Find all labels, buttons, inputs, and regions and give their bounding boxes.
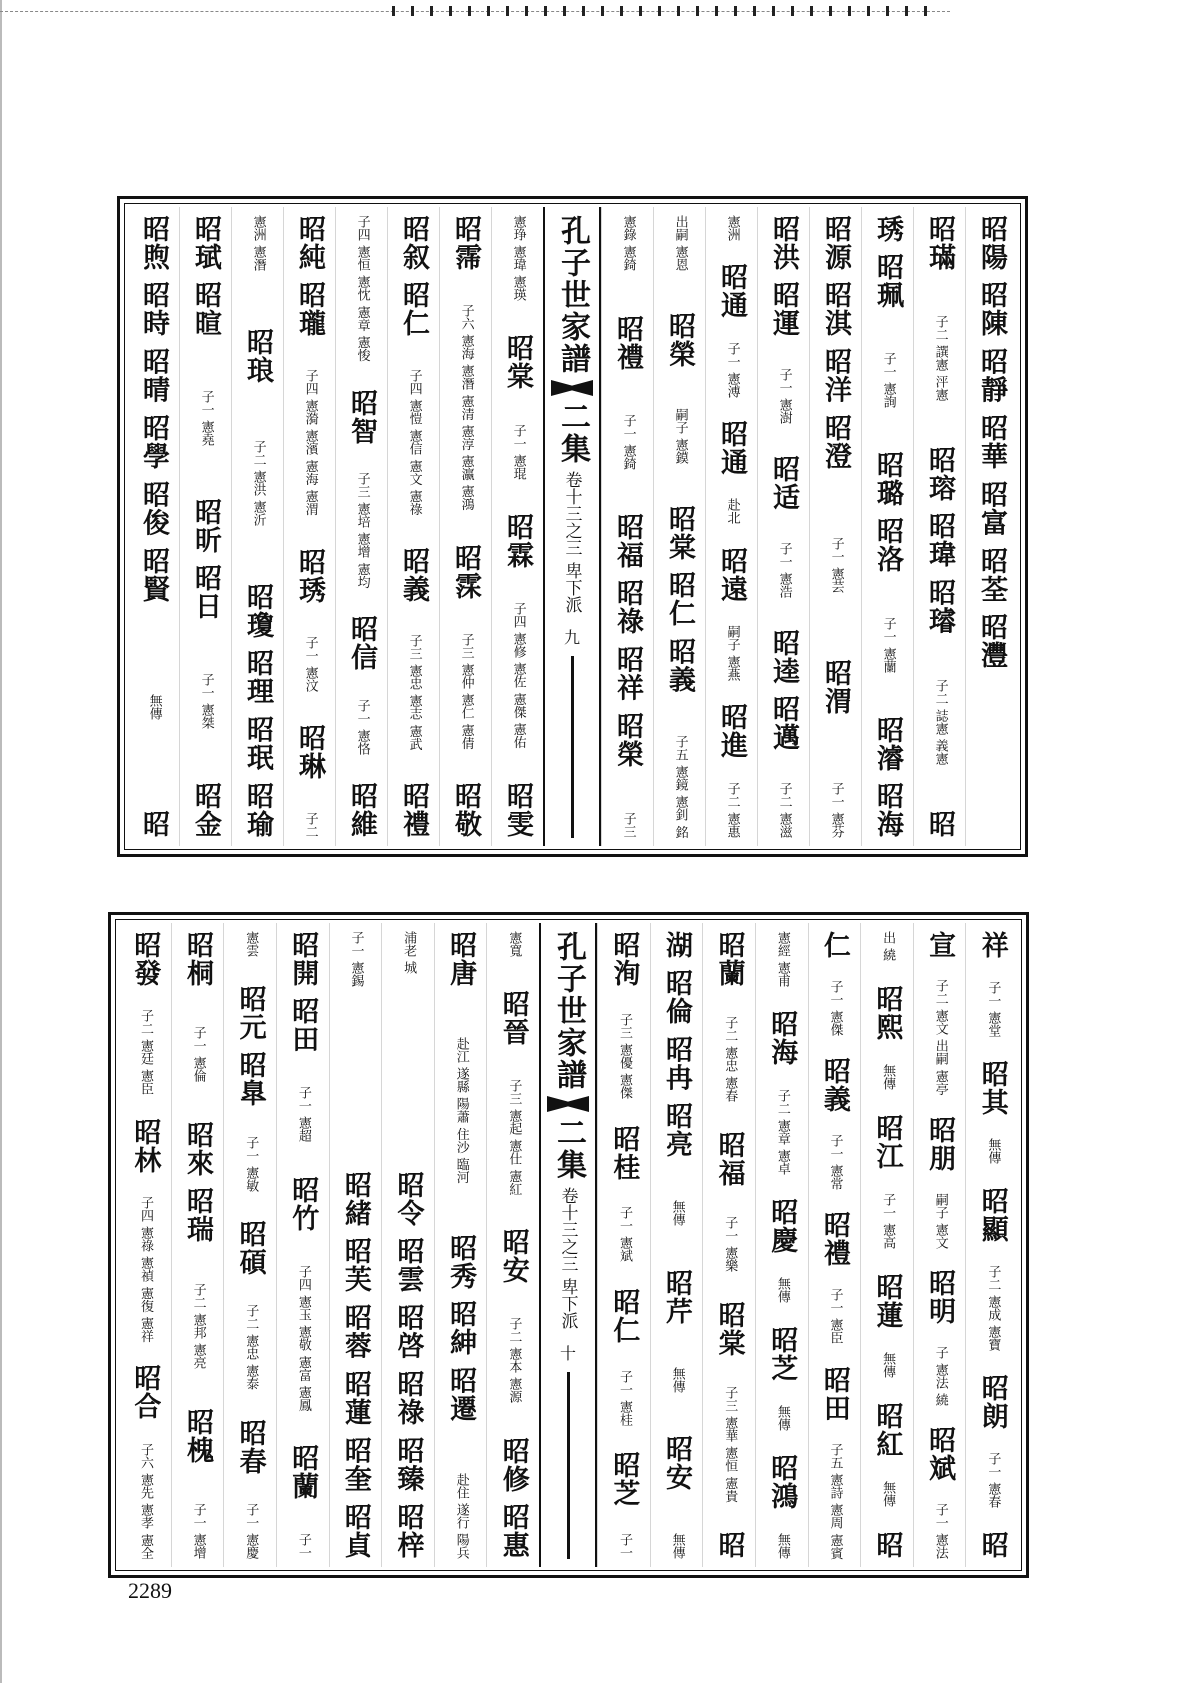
- annotation: 子四 憲修 憲佐 憲傑 憲佑: [510, 602, 526, 749]
- annotation: 憲雲: [243, 931, 259, 957]
- person-names: 昭通: [716, 420, 748, 477]
- person-names: 昭義: [818, 1057, 850, 1114]
- person-names: 昭霂: [450, 543, 482, 600]
- person-names: 昭霈: [450, 215, 482, 271]
- person-names: 昭紅: [871, 1401, 903, 1458]
- genealogy-column: [223, 923, 276, 1567]
- annotation: 無傳: [146, 693, 162, 720]
- annotation: 嗣子 憲鏌: [672, 408, 688, 465]
- annotation: 子一 憲樂: [722, 1215, 738, 1272]
- person-names: 昭純 昭瓏: [294, 215, 326, 338]
- annotation: 子 憲法 繞: [932, 1345, 948, 1406]
- person-names: 昭緒 昭芙 昭蓉 昭蓮 昭奎 昭貞: [339, 1171, 371, 1559]
- annotation: 子三 憲華 憲恒 憲貴: [722, 1385, 738, 1503]
- person-names: 昭令 昭雲 昭啓 昭祿 昭臻 昭梓: [392, 1171, 424, 1559]
- annotation: 子一 憲臣: [827, 1288, 843, 1345]
- annotation: 子二 憲滋: [776, 781, 792, 838]
- person-names: 昭蘭: [713, 931, 745, 987]
- annotation: 浦老 城: [401, 931, 417, 975]
- person-names: 祥: [976, 931, 1008, 959]
- annotation: 子一 憲浩: [776, 541, 792, 598]
- centre-rule: [571, 656, 574, 838]
- person-names: 昭琅: [242, 327, 274, 384]
- person-names: 琇 昭珮: [872, 215, 904, 310]
- person-names: 昭琳: [294, 724, 326, 781]
- annotation: 子二 憲廷 憲臣: [137, 1009, 153, 1096]
- annotation: 無傳: [669, 1532, 685, 1559]
- annotation: 子一 憲敏: [243, 1135, 259, 1192]
- annotation: 子四 憲祿 憲禎 憲復 憲祥: [137, 1195, 153, 1343]
- genealogy-column: [119, 923, 171, 1567]
- person-names: 昭進: [716, 703, 748, 760]
- person-names: 昭合: [129, 1364, 161, 1421]
- person-names: 昭琇: [294, 547, 326, 604]
- person-names: 昭珷 昭暄: [190, 215, 222, 338]
- scan-top-marks: [392, 6, 942, 16]
- book-title: 孔子世家譜: [551, 931, 586, 1091]
- annotation: 赴江 遂縣 陽蕭 住沙 臨河: [453, 1037, 469, 1184]
- person-names: 昭發: [129, 931, 161, 987]
- annotation: 子二: [302, 812, 318, 838]
- person-names: 昭安: [497, 1228, 529, 1285]
- person-names: 昭田: [818, 1365, 850, 1422]
- annotation: 子一 憲溥: [724, 341, 740, 398]
- annotation: 子一 憲法: [932, 1502, 948, 1559]
- annotation: 子一 憲蘭: [880, 616, 896, 673]
- person-names: 昭開 昭田: [287, 931, 319, 1054]
- genealogy-column: [965, 923, 1018, 1567]
- person-names: 昭槐: [181, 1407, 213, 1464]
- book-title: 孔子世家譜: [555, 215, 590, 375]
- person-names: 昭陽 昭陳 昭靜 昭華 昭富 昭荃 昭灃: [976, 215, 1008, 670]
- person-names: 昭林: [129, 1117, 161, 1174]
- person-names: 昭: [871, 1530, 903, 1559]
- genealogy-column: [913, 207, 965, 846]
- genealogy-column: [601, 207, 653, 846]
- person-names: 昭芝: [766, 1326, 798, 1383]
- annotation: 無傳: [880, 1064, 896, 1091]
- annotation: 子一 憲錡: [620, 413, 636, 471]
- annotation: 出 繞: [880, 931, 896, 962]
- annotation: 憲琤 憲瑋 憲瑛: [510, 215, 526, 302]
- genealogy-column: [653, 207, 705, 846]
- person-names: 仁: [818, 931, 850, 959]
- person-names: 昭信: [346, 615, 378, 672]
- annotation: 無傳: [880, 1481, 896, 1508]
- annotation: 子一 憲詢: [880, 352, 896, 409]
- annotation: 子三 憲仲 憲仁 憲倩: [458, 632, 474, 750]
- genealogy-column: [913, 923, 966, 1567]
- person-names: 昭禮: [398, 781, 430, 838]
- annotation: 赴住 遂行 陽兵: [453, 1472, 469, 1559]
- person-names: 昭昕 昭日: [190, 498, 222, 621]
- person-names: 昭芹: [660, 1268, 692, 1325]
- annotation: 子二 譔憲 泙憲: [932, 315, 948, 402]
- centre-title-column: [543, 207, 601, 846]
- annotation: 子一 憲高: [880, 1193, 896, 1250]
- genealogy-column: [702, 923, 755, 1567]
- annotation: 嗣子 憲燕: [724, 625, 740, 682]
- person-names: 昭安: [660, 1434, 692, 1491]
- person-names: 昭榮: [664, 311, 696, 368]
- genealogy-column: [128, 207, 179, 846]
- person-names: 昭禮: [612, 314, 644, 371]
- person-names: 昭霖: [502, 513, 534, 570]
- annotation: 憲錄 憲錡: [620, 215, 636, 272]
- annotation: 子二 憲邦 憲亮: [190, 1282, 206, 1369]
- annotation: 子一 憲傑: [827, 980, 843, 1037]
- genealogy-column: [861, 207, 913, 846]
- genealogy-column: [486, 923, 539, 1567]
- person-names: 宣: [924, 931, 956, 959]
- genealogy-column: [434, 923, 487, 1567]
- annotation: 憲經 憲甫: [774, 931, 790, 988]
- person-names: 昭桐: [181, 931, 213, 987]
- person-names: 昭仁: [608, 1287, 640, 1344]
- person-names: 昭福 昭祿 昭祥 昭榮: [612, 513, 644, 769]
- genealogy-column: [381, 923, 434, 1567]
- annotation: 子一 憲增: [190, 1502, 206, 1559]
- person-names: 昭: [713, 1530, 745, 1559]
- annotation: 憲洲: [724, 215, 740, 241]
- genealogy-column: [757, 207, 809, 846]
- annotation: 子一 憲春: [985, 1452, 1001, 1509]
- columns: [119, 923, 1018, 1567]
- genealogy-column: [231, 207, 283, 846]
- annotation: 憲洲 憲潛: [250, 215, 266, 272]
- person-names: 昭瑢 昭瑋 昭璿: [924, 446, 956, 635]
- person-names: 昭叙 昭仁: [398, 215, 430, 338]
- fishtail-ornament: [547, 1096, 589, 1112]
- person-names: 昭: [138, 810, 170, 838]
- genealogy-column: [276, 923, 329, 1567]
- person-names: 昭明: [924, 1269, 956, 1326]
- annotation: 子一: [295, 1533, 311, 1559]
- genealogy-column: [491, 207, 543, 846]
- person-names: 昭修 昭惠: [497, 1436, 529, 1559]
- person-names: 昭芝: [608, 1451, 640, 1508]
- annotation: 子四 憲愷 憲信 憲文 憲祿: [406, 368, 422, 516]
- annotation: 無傳: [774, 1405, 790, 1432]
- annotation: 子二 憲章 憲卓: [774, 1089, 790, 1176]
- person-names: 昭通: [716, 263, 748, 320]
- person-names: 昭璐 昭洛: [872, 451, 904, 574]
- annotation: 子六 憲海 憲潛 憲清 憲淳 憲瀛 憲鴻: [458, 303, 474, 511]
- annotation: 子一 憲琨: [510, 423, 526, 480]
- person-names: 昭遠: [716, 546, 748, 603]
- person-names: 昭金: [190, 781, 222, 838]
- person-names: 昭晉: [497, 989, 529, 1046]
- person-names: 昭适: [768, 455, 800, 512]
- annotation: 子四 憲玉 憲敬 憲富 憲鳳: [295, 1264, 311, 1412]
- person-names: 昭朗: [976, 1373, 1008, 1430]
- annotation: 子一 憲芬: [828, 781, 844, 838]
- person-names: 昭: [976, 1530, 1008, 1559]
- genealogy-column: [597, 923, 650, 1567]
- person-names: 昭洵: [608, 931, 640, 987]
- volume-label: 卷十三之三: [557, 1187, 578, 1272]
- annotation: 憲寬: [506, 931, 522, 957]
- person-names: 昭煦 昭時 昭晴 昭學 昭俊 昭賢: [138, 215, 170, 603]
- annotation: 子二 憲惠: [724, 781, 740, 838]
- person-names: 昭雯: [502, 781, 534, 838]
- annotation: 子一 憲錫: [348, 931, 364, 988]
- person-names: 昭維: [346, 781, 378, 838]
- annotation: 子一 憲澍: [776, 368, 792, 425]
- leaf-number: 九: [563, 628, 580, 647]
- person-names: 昭棠: [713, 1300, 745, 1357]
- genealogy-column: [705, 207, 757, 846]
- annotation: 子二 憲成 憲寶: [985, 1265, 1001, 1352]
- person-names: 昭斌: [924, 1426, 956, 1483]
- branch-label: 卑下派: [557, 1278, 578, 1329]
- annotation: 子五 憲鏡 憲釗 銘: [672, 734, 688, 838]
- annotation: 子二 憲洪 憲沂: [250, 440, 266, 527]
- annotation: 子二 憲本 憲源: [506, 1317, 522, 1404]
- annotation: 出嗣 憲恩: [672, 215, 688, 272]
- genealogy-column: [755, 923, 808, 1567]
- annotation: 子一 憲斌: [616, 1206, 632, 1263]
- person-names: 昭義: [398, 546, 430, 603]
- person-names: 昭秀 昭紳 昭遷: [445, 1233, 477, 1423]
- genealogy-column: [179, 207, 231, 846]
- person-names: 昭竹: [287, 1175, 319, 1232]
- annotation: 子三 憲培 憲增 憲均: [354, 471, 370, 589]
- genealogy-column: [809, 207, 861, 846]
- centre-rule: [567, 1372, 570, 1559]
- genealogy-column: [329, 923, 382, 1567]
- fishtail-ornament: [551, 380, 593, 396]
- annotation: 子一 憲慶: [243, 1502, 259, 1559]
- annotation: 子一 憲堯: [198, 389, 214, 447]
- series-label: 二集: [551, 1117, 586, 1181]
- centre-title-column: [539, 923, 597, 1567]
- columns: [128, 207, 1017, 846]
- annotation: 子五 憲詩 憲周 憲賓: [827, 1442, 843, 1559]
- genealogy-column: [650, 923, 703, 1567]
- person-names: 昭桂: [608, 1124, 640, 1181]
- series-label: 二集: [555, 401, 590, 465]
- person-names: 昭蓮: [871, 1272, 903, 1329]
- genealogy-column: [335, 207, 387, 846]
- person-names: 昭棠 昭仁 昭義: [664, 505, 696, 694]
- person-names: 昭: [924, 809, 956, 838]
- genealogy-column: [171, 923, 224, 1567]
- person-names: 昭棠: [502, 334, 534, 391]
- person-names: 昭源 昭淇 昭洋 昭澄: [820, 215, 852, 471]
- annotation: 子一 憲常: [827, 1134, 843, 1191]
- annotation: 無傳: [880, 1352, 896, 1379]
- annotation: 子二 誌憲 義憲: [932, 679, 948, 766]
- genealogy-column: [808, 923, 861, 1567]
- annotation: 子三: [620, 811, 636, 838]
- person-names: 昭洪 昭運: [768, 215, 800, 338]
- book-page-number: 2289: [128, 1578, 172, 1603]
- person-names: 昭蘭: [287, 1444, 319, 1501]
- annotation: 子四 憲漪 憲濱 憲海 憲渭: [302, 369, 318, 516]
- genealogy-column: [283, 207, 335, 846]
- annotation: 子三 憲起 憲仕 憲紅: [506, 1078, 522, 1196]
- annotation: 子三 憲優 憲傑: [616, 1012, 632, 1099]
- person-names: 昭瓊 昭理 昭珉 昭瑜: [242, 582, 274, 838]
- volume-label: 卷十三之三: [561, 471, 582, 556]
- annotation: 無傳: [774, 1277, 790, 1304]
- leaf-number: 十: [559, 1344, 576, 1363]
- annotation: 子一 憲桀: [198, 673, 214, 730]
- annotation: 子一 憲芸: [828, 536, 844, 593]
- person-names: 昭福: [713, 1130, 745, 1187]
- annotation: 子一 憲倫: [190, 1026, 206, 1083]
- person-names: 昭逵 昭邁: [768, 628, 800, 752]
- person-names: 昭顯: [976, 1186, 1008, 1243]
- genealogy-column: [965, 207, 1017, 846]
- person-names: 昭江: [871, 1113, 903, 1170]
- genealogy-page-top: [117, 196, 1028, 857]
- annotation: 子二 憲文 出嗣 憲亭: [932, 979, 948, 1096]
- annotation: 無傳: [985, 1138, 1001, 1165]
- person-names: 昭敬: [450, 781, 482, 838]
- annotation: 無傳: [669, 1200, 685, 1227]
- annotation: 子四 憲恒 憲忱 憲章 憲悛: [354, 215, 370, 362]
- annotation: 子一 憲超: [295, 1086, 311, 1143]
- person-names: 昭唐: [445, 931, 477, 987]
- annotation: 子二 憲忠 憲泰: [243, 1304, 259, 1391]
- annotation: 子一 憲桂: [616, 1369, 632, 1426]
- person-names: 昭碩: [234, 1220, 266, 1277]
- annotation: 子一: [616, 1532, 632, 1559]
- person-names: 昭海: [766, 1010, 798, 1067]
- genealogy-column: [387, 207, 439, 846]
- genealogy-column: [439, 207, 491, 846]
- person-names: 昭濬 昭海: [872, 715, 904, 838]
- annotation: 無傳: [774, 1532, 790, 1559]
- person-names: 昭元 昭臯: [234, 985, 266, 1108]
- annotation: 子一 憲汶: [302, 635, 318, 693]
- annotation: 子六 憲先 憲孝 憲全: [137, 1442, 153, 1559]
- genealogy-page-bottom: [108, 912, 1029, 1578]
- person-names: 昭渭: [820, 659, 852, 716]
- annotation: 嗣子 憲文: [932, 1192, 948, 1249]
- person-names: 昭來 昭瑞: [181, 1121, 213, 1244]
- annotation: 子一 憲堂: [985, 981, 1001, 1038]
- person-names: 昭慶: [766, 1198, 798, 1255]
- person-names: 昭智: [346, 388, 378, 445]
- person-names: 湖 昭倫 昭冉 昭亮: [660, 931, 692, 1159]
- scan-left-edge: [0, 0, 2, 1683]
- branch-label: 卑下派: [561, 562, 582, 613]
- annotation: 子二 憲忠 憲春: [722, 1015, 738, 1103]
- annotation: 子三 憲忠 憲志 憲武: [406, 634, 422, 751]
- person-names: 昭鴻: [766, 1453, 798, 1510]
- person-names: 昭禮: [818, 1211, 850, 1268]
- person-names: 昭春: [234, 1418, 266, 1475]
- genealogy-column: [860, 923, 913, 1567]
- person-names: 昭璊: [924, 215, 956, 271]
- person-names: 昭其: [976, 1059, 1008, 1116]
- person-names: 昭朋: [924, 1116, 956, 1173]
- person-names: 昭熙: [871, 984, 903, 1041]
- annotation: 無傳: [669, 1366, 685, 1393]
- annotation: 赴北: [724, 498, 740, 525]
- annotation: 子一 憲恪: [354, 698, 370, 755]
